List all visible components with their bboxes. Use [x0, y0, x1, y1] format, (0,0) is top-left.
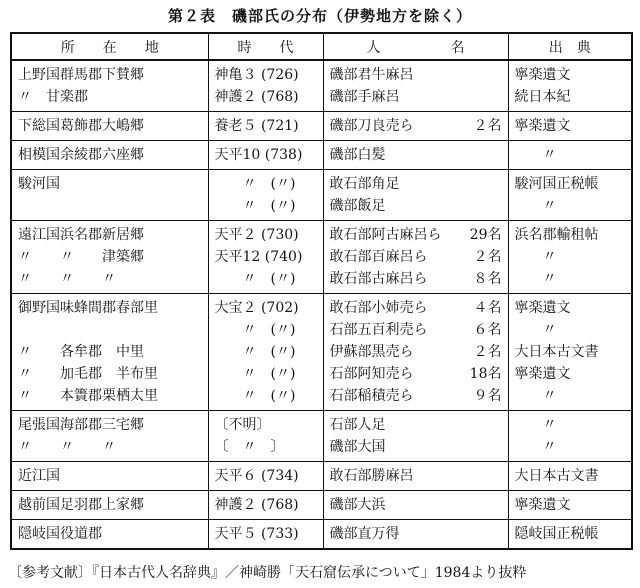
era-line: 養老５ (721) — [214, 118, 299, 134]
person-name: 伊蘇部黒売ら — [329, 344, 414, 360]
person-line — [324, 268, 508, 290]
place-line: 相模国余綾郡六座郷 — [18, 147, 144, 163]
person-cell — [323, 462, 508, 491]
era-cell — [208, 520, 323, 550]
era-line: 神護２ (768) — [214, 497, 299, 513]
person-cell — [323, 221, 508, 294]
source-cell — [508, 221, 632, 294]
era-line: 〃 (〃) — [214, 198, 296, 214]
source-line: 寧楽遺文 — [514, 300, 571, 316]
era-line: 大宝２ (702) — [214, 300, 299, 316]
era-cell — [208, 491, 323, 520]
place-line: 〃 甘楽郡 — [18, 89, 88, 105]
era-line: 〃 (〃) — [214, 366, 296, 382]
era-line: 〃 (〃) — [214, 176, 296, 192]
person-name: 敢石部古麻呂ら — [329, 271, 428, 287]
person-line — [324, 385, 508, 407]
person-name: 石部五百利売ら — [329, 322, 428, 338]
source-line: 〃 — [514, 147, 557, 163]
source-cell — [508, 170, 632, 221]
header-era: 時 代 — [208, 33, 323, 60]
place-line: 〃 加毛郡 半布里 — [18, 366, 158, 382]
era-line: 〔 〃 〕 — [214, 439, 285, 455]
person-name: 磯部手麻呂 — [329, 89, 400, 105]
source-line: 〃 — [514, 388, 557, 404]
person-count: ２名 — [473, 249, 502, 265]
source-line: 大日本古文書 — [514, 468, 599, 484]
place-line: 下総国葛飾郡大嶋郷 — [18, 118, 144, 134]
person-name: 敢石部小姉売ら — [329, 300, 428, 316]
place-line: 上野国群馬郡下賛郷 — [18, 67, 144, 83]
place-line — [12, 319, 208, 341]
header-source: 出 典 — [508, 33, 632, 60]
place-line: 駿河国 — [18, 176, 60, 192]
source-line: 〃 — [514, 249, 557, 265]
person-count: ４名 — [473, 300, 502, 316]
source-line: 寧楽遺文 — [514, 497, 571, 513]
place-cell — [11, 170, 208, 221]
source-line: 〃 — [514, 439, 557, 455]
person-line — [324, 494, 508, 516]
source-line: 駿河国正税帳 — [514, 176, 599, 192]
person-line — [324, 319, 508, 341]
era-line: 〃 (〃) — [214, 388, 296, 404]
table-row — [11, 411, 632, 462]
place-cell — [11, 411, 208, 462]
header-row — [11, 33, 632, 60]
era-cell — [208, 294, 323, 411]
person-cell — [323, 520, 508, 550]
person-count: ６名 — [473, 322, 502, 338]
table-row — [11, 170, 632, 221]
source-line: 隠岐国正税帳 — [514, 526, 599, 542]
person-count: ２名 — [473, 118, 502, 134]
era-cell — [208, 221, 323, 294]
place-line: 〃 本簀郡栗栖太里 — [18, 388, 158, 404]
place-cell — [11, 462, 208, 491]
table-body — [11, 60, 632, 549]
person-line — [324, 144, 508, 166]
footnote: 〔参考文献〕『日本古代人名辞典』／神崎勝「天石窟伝承について」1984より抜粋 — [8, 565, 527, 581]
place-cell — [11, 141, 208, 170]
person-name: 石部人足 — [329, 417, 386, 433]
person-name: 敢石部阿古麻呂ら — [329, 227, 442, 243]
table-row — [11, 491, 632, 520]
source-line: 浜名郡輸租帖 — [514, 227, 599, 243]
person-name: 石部阿知売ら — [329, 366, 414, 382]
era-line: 神亀３ (726) — [214, 67, 299, 83]
era-cell — [208, 60, 323, 112]
place-line: 尾張国海部郡三宅郷 — [18, 417, 144, 433]
era-line: 天平５ (733) — [214, 526, 299, 542]
era-cell — [208, 141, 323, 170]
person-name: 磯部大国 — [329, 439, 386, 455]
person-cell — [323, 170, 508, 221]
source-line: 〃 — [514, 198, 557, 214]
person-cell — [323, 294, 508, 411]
person-name: 磯部飯足 — [329, 198, 386, 214]
person-line — [324, 341, 508, 363]
person-line — [324, 86, 508, 108]
place-cell — [11, 520, 208, 550]
person-line — [324, 64, 508, 86]
person-cell — [323, 112, 508, 141]
person-name: 磯部直万得 — [329, 526, 400, 542]
place-line: 〃 〃 津築郷 — [18, 249, 144, 265]
source-cell — [508, 112, 632, 141]
source-cell — [508, 491, 632, 520]
person-cell — [323, 141, 508, 170]
distribution-table — [10, 32, 633, 550]
person-cell — [323, 411, 508, 462]
source-line: 〃 — [514, 271, 557, 287]
person-name: 敢石部勝麻呂 — [329, 468, 414, 484]
place-line: 〃 各牟郡 中里 — [18, 344, 144, 360]
place-line: 御野国味蜂間郡春部里 — [18, 300, 158, 316]
table-row — [11, 221, 632, 294]
source-line: 大日本古文書 — [514, 344, 599, 360]
person-line — [324, 173, 508, 195]
place-line: 隠岐国役道郡 — [18, 526, 102, 542]
source-cell — [508, 141, 632, 170]
table-row — [11, 141, 632, 170]
era-line: 天平２ (730) — [214, 227, 299, 243]
place-line: 近江国 — [18, 468, 60, 484]
person-cell — [323, 60, 508, 112]
era-line: 天平６ (734) — [214, 468, 299, 484]
person-line — [324, 195, 508, 217]
era-line: 〃 (〃) — [214, 344, 296, 360]
person-name: 敢石部百麻呂ら — [329, 249, 428, 265]
person-name: 磯部刀良売ら — [329, 118, 414, 134]
place-cell — [11, 221, 208, 294]
header-place: 所 在 地 — [11, 33, 208, 60]
table-row — [11, 294, 632, 411]
person-name: 磯部白髪 — [329, 147, 386, 163]
era-cell — [208, 411, 323, 462]
era-cell — [208, 170, 323, 221]
era-line: 天平12 (740) — [214, 249, 303, 265]
place-line: 〃 〃 〃 — [18, 271, 116, 287]
person-line — [324, 436, 508, 458]
place-cell — [11, 491, 208, 520]
source-cell — [508, 60, 632, 112]
place-line: 遠江国浜名郡新居郷 — [18, 227, 144, 243]
person-name: 敢石部角足 — [329, 176, 400, 192]
source-cell — [508, 294, 632, 411]
era-cell — [208, 112, 323, 141]
place-cell — [11, 112, 208, 141]
header-person: 人 名 — [323, 33, 508, 60]
person-line — [324, 363, 508, 385]
source-line: 寧楽遺文 — [514, 366, 571, 382]
person-line — [324, 246, 508, 268]
person-line — [324, 224, 508, 246]
era-line: 神護２ (768) — [214, 89, 299, 105]
place-cell — [11, 294, 208, 411]
person-line — [324, 414, 508, 436]
person-name: 磯部君牛麻呂 — [329, 67, 414, 83]
place-line: 〃 〃 〃 — [18, 439, 116, 455]
era-line: 天平10 (738) — [214, 147, 303, 163]
person-count: ２名 — [473, 344, 502, 360]
source-line: 〃 — [514, 417, 557, 433]
place-line — [12, 195, 208, 217]
table-title: 第２表 磯部氏の分布（伊勢地方を除く） — [167, 7, 472, 25]
place-cell — [11, 60, 208, 112]
era-line: 〔不明〕 — [214, 417, 271, 433]
table-row — [11, 520, 632, 550]
person-cell — [323, 491, 508, 520]
table-row — [11, 462, 632, 491]
person-count: ９名 — [473, 388, 502, 404]
source-line: 寧楽遺文 — [514, 118, 571, 134]
source-cell — [508, 462, 632, 491]
person-line — [324, 115, 508, 137]
source-line: 寧楽遺文 — [514, 67, 571, 83]
person-count: ８名 — [473, 271, 502, 287]
source-line: 〃 — [514, 322, 557, 338]
place-line: 越前国足羽郡上家郷 — [18, 497, 144, 513]
era-cell — [208, 462, 323, 491]
person-line — [324, 297, 508, 319]
person-line — [324, 523, 508, 545]
person-name: 石部稲積売ら — [329, 388, 414, 404]
era-line: 〃 (〃) — [214, 322, 296, 338]
person-count: 29名 — [469, 227, 502, 243]
person-count: 18名 — [469, 366, 502, 382]
table-row — [11, 60, 632, 112]
person-line — [324, 465, 508, 487]
table-row — [11, 112, 632, 141]
person-name: 磯部大浜 — [329, 497, 386, 513]
source-cell — [508, 520, 632, 550]
source-cell — [508, 411, 632, 462]
era-line: 〃 (〃) — [214, 271, 296, 287]
source-line: 続日本紀 — [514, 89, 571, 105]
